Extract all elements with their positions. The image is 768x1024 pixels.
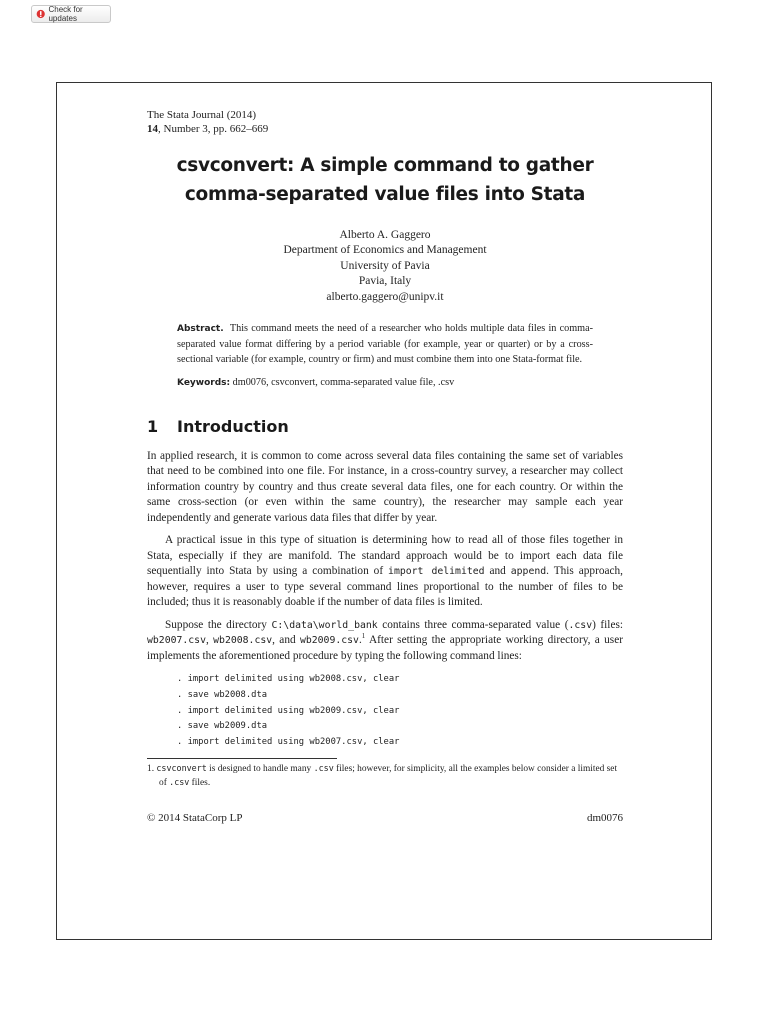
footnote-text-b: files; however, for simplicity, all the examples below consider a limited set of (159, 764, 618, 789)
keywords (177, 375, 593, 391)
footnote-extension-2: .csv (169, 777, 190, 788)
p3-text-a: Suppose the directory (165, 618, 272, 631)
p2-command-import: import delimited (388, 566, 485, 578)
section-heading (147, 417, 623, 436)
journal-issue-pages: , Number 3, pp. 662–669 (158, 123, 269, 135)
author-department: Department of Economics and Management (283, 244, 487, 257)
paragraph-3 (147, 618, 623, 665)
code-block (177, 672, 623, 750)
p3-sep-2: , and (272, 634, 300, 647)
p2-command-append: append (510, 566, 547, 578)
p3-file-2: wb2008.csv (213, 635, 273, 647)
p3-extension: .csv (568, 619, 593, 631)
journal-name: The Stata Journal (2014) (147, 109, 257, 121)
journal-volume: 14 (147, 123, 158, 135)
abstract-text: This command meets the need of a researcher who holds multiple data files in comma-separated value format differing by a period variable (for example, year or quarter) or by a cross-sectional variable (for example, country or firm) and must combine them into one Stata-format file. (177, 323, 593, 366)
footnote-text-a: is designed to handle many (206, 764, 314, 775)
paragraph-2 (147, 533, 623, 611)
paper-page (56, 82, 712, 940)
author-location: Pavia, Italy (358, 275, 412, 288)
footnote-marker[interactable]: 1 (361, 632, 366, 641)
p3-text-d: After setting the appropriate working directory, a user implements the aforementioned procedure by typing the following command lines: (147, 634, 623, 662)
title-line-1: csvconvert: A simple command to gather (176, 155, 594, 176)
keywords-label: Keywords: (177, 377, 231, 388)
code-line: . import delimited using wb2008.csv, clear (177, 674, 400, 685)
check-for-updates-button[interactable] (31, 5, 111, 23)
abstract-body (177, 321, 593, 368)
update-icon (36, 9, 45, 19)
section-number: 1 (147, 416, 159, 436)
p3-sep-1: , (205, 634, 214, 647)
section-title: Introduction (177, 416, 289, 436)
badge-label: Check for updates (48, 5, 83, 23)
journal-issue (147, 122, 623, 136)
footnote-extension: .csv (313, 763, 334, 774)
p3-text-c: ) files: (592, 618, 623, 631)
p3-file-1: wb2007.csv (147, 635, 206, 647)
abstract-label: Abstract. (177, 324, 224, 335)
copyright: © 2014 StataCorp LP (147, 811, 243, 824)
p2-text-b: and (484, 565, 511, 578)
author-name: Alberto A. Gaggero (339, 229, 431, 241)
code-line: . save wb2008.dta (177, 689, 268, 700)
paper-title (147, 151, 623, 209)
code-line: . import delimited using wb2007.csv, clear (177, 736, 400, 747)
p3-dot: . (358, 634, 362, 647)
footnote-number: 1. (147, 764, 155, 775)
code-line: . save wb2009.dta (177, 721, 268, 732)
footnote-divider (147, 758, 337, 759)
journal-header (147, 108, 623, 136)
article-code: dm0076 (586, 811, 623, 824)
p3-text-b: contains three comma-separated value ( (377, 618, 569, 631)
footnote-command: csvconvert (156, 763, 207, 774)
p3-file-3: wb2009.csv (299, 635, 359, 647)
author-block (147, 228, 623, 305)
p3-directory: C:\data\world_bank (271, 619, 378, 631)
code-line: . import delimited using wb2009.csv, clear (177, 705, 400, 716)
paragraph-1: In applied research, it is common to come across several data files containing the same set of variables that need to be combined into one file. For instance, in a cross-country survey, a researcher may collect information country by country and thus create several data files, one for each country. Or within the same cross-section (or even within the same country), the researcher may sample each year independently and generate various data files that differ by year. (147, 449, 623, 524)
p2-text-a: A practical issue in this type of situation is determining how to read all of those files together in Stata, especially if they are manifold. The standard approach would be to import each data file sequentially into Stata by using a combination of (147, 534, 623, 578)
title-line-2: comma-separated value files into Stata (184, 184, 586, 205)
author-email[interactable]: alberto.gaggero@unipv.it (326, 290, 444, 303)
footnote (147, 762, 623, 790)
abstract (177, 321, 593, 391)
footnote-text-c: files. (189, 778, 211, 789)
author-university: University of Pavia (340, 259, 430, 272)
keywords-text: dm0076, csvconvert, comma-separated value file, .csv (232, 376, 455, 388)
page-footer (147, 812, 623, 824)
p2-text-c: . This approach, however, requires a user to type several command lines proportional to the number of files to be included; thus it is reasonably doable if the number of data files is limited. (147, 565, 623, 609)
